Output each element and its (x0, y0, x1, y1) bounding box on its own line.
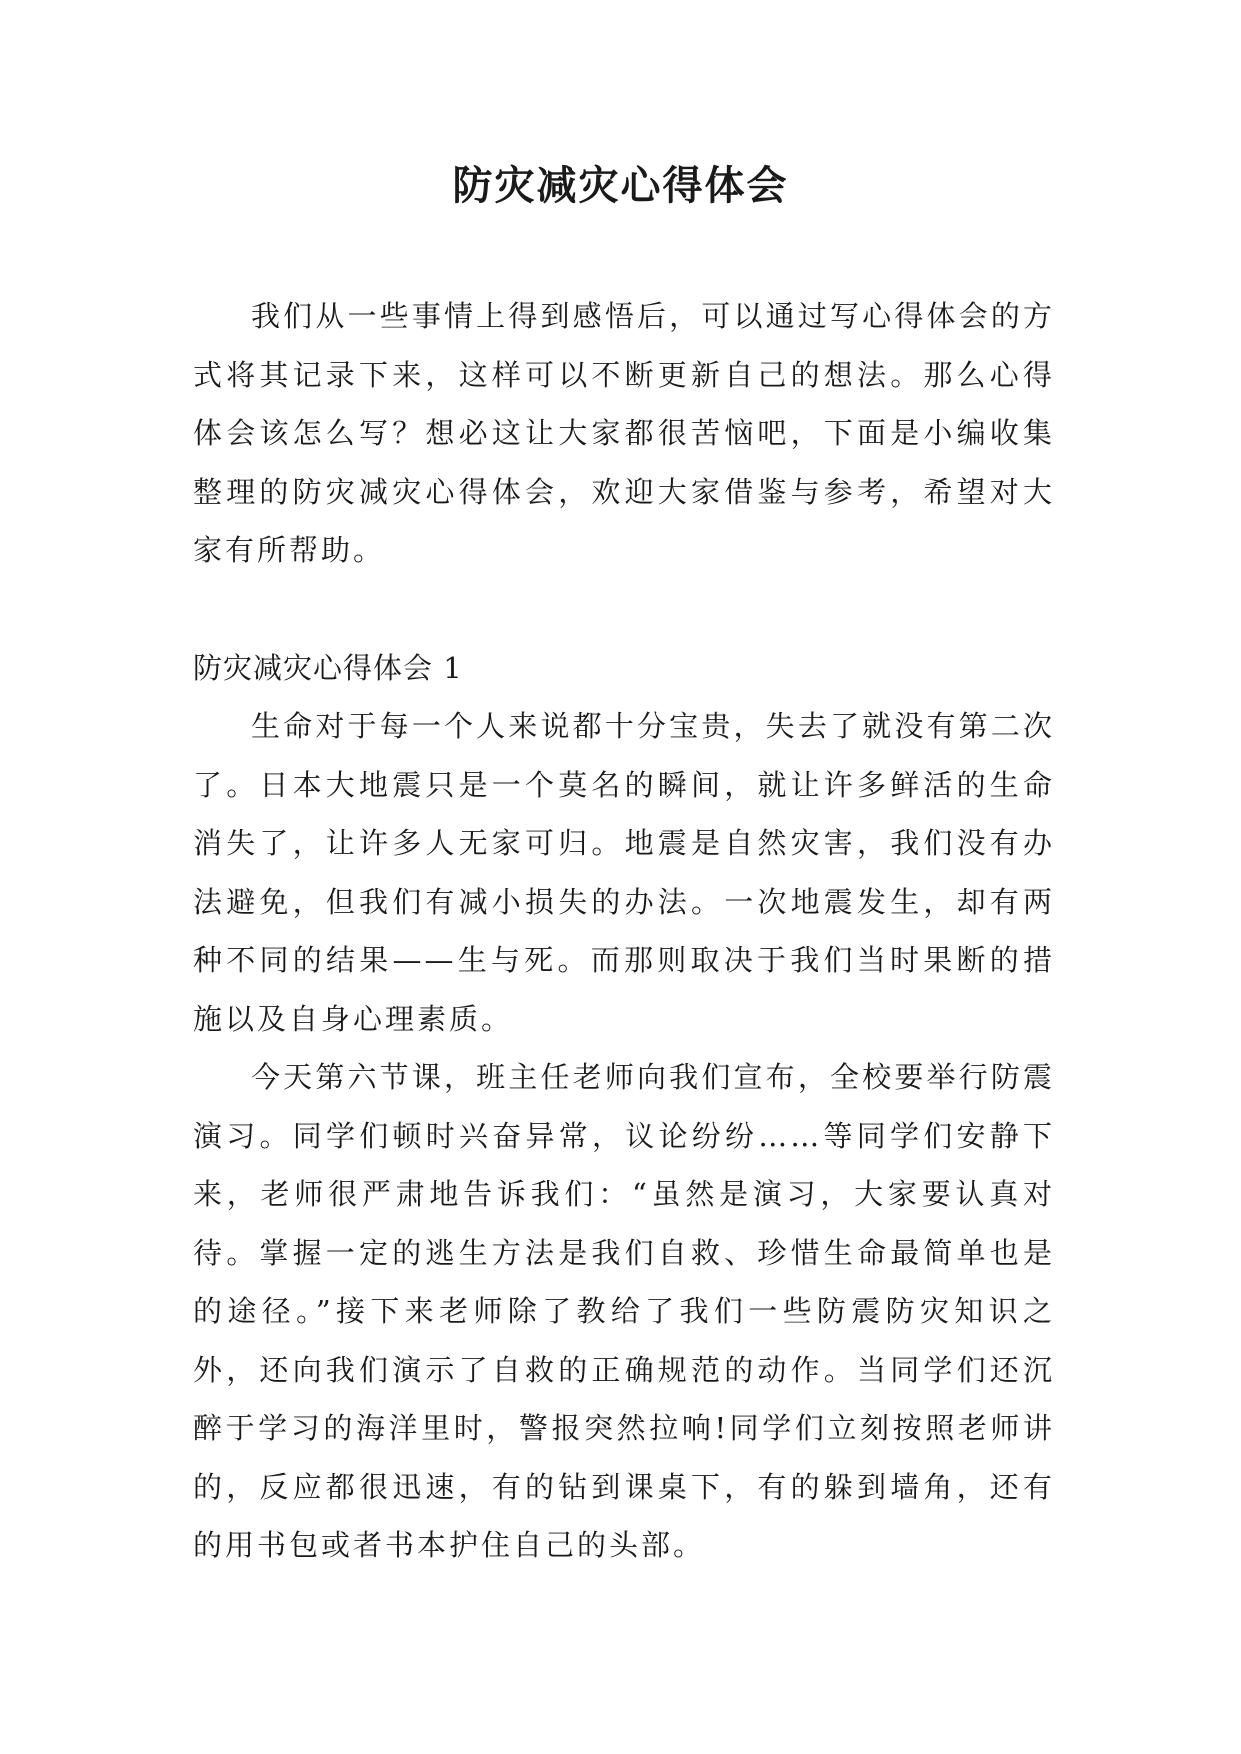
document-title: 防灾减灾心得体会 (452, 162, 789, 209)
section-paragraph: 今天第六节课，班主任老师向我们宣布，全校要举行防震演习。同学们顿时兴奋异常，议论纷纷……等同学们安静下来，老师很严肃地告诉我们：“虽然是演习，大家要认真对待。掌握一定的逃生方法是我们自救、珍惜生命最简单也是的途径。”接下来老师除了教给了我们一些防震防灾知识之外，还向我们演示了自救的正确规范的动作。当同学们还沉醉于学习的海洋里时，警报突然拉响!同学们立刻按照老师讲的，反应都很迅速，有的钻到课桌下，有的躲到墙角，还有的用书包或者书本护住自己的头部。 (193, 1060, 1055, 1562)
section-heading: 防灾减灾心得体会 1 (193, 651, 463, 685)
section-paragraph: 生命对于每一个人来说都十分宝贵，失去了就没有第二次了。日本大地震只是一个莫名的瞬间，就让许多鲜活的生命消失了，让许多人无家可归。地震是自然灾害，我们没有办法避免，但我们有减小损失的办法。一次地震发生，却有两种不同的结果——生与死。而那则取决于我们当时果断的措施以及自身心理素质。 (193, 709, 1055, 1036)
intro-paragraph: 我们从一些事情上得到感悟后，可以通过写心得体会的方式将其记录下来，这样可以不断更新自己的想法。那么心得体会该怎么写？想必这让大家都很苦恼吧，下面是小编收集整理的防灾减灾心得体会，欢迎大家借鉴与参考，希望对大家有所帮助。 (193, 299, 1055, 567)
